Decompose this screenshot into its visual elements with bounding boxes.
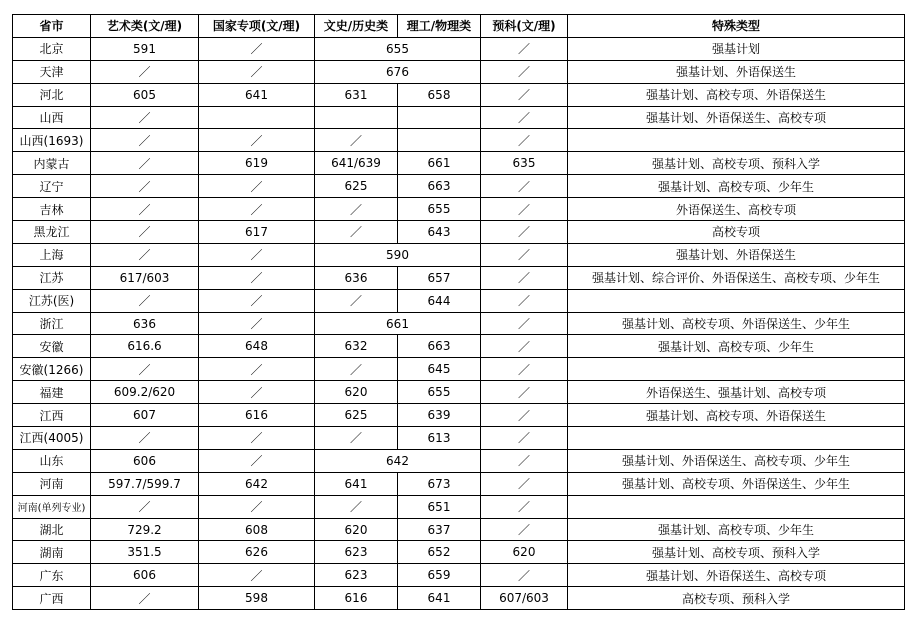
cell-preparatory: ／ xyxy=(481,37,568,60)
cell-national-special: ／ xyxy=(199,175,315,198)
cell-national-special: ／ xyxy=(199,198,315,221)
table-row xyxy=(13,427,905,450)
cell-preparatory: ／ xyxy=(481,404,568,427)
cell-special-types: 强基计划、高校专项、预科入学 xyxy=(568,541,905,564)
header-science: 理工/物理类 xyxy=(398,15,481,38)
cell-special-types: 强基计划、高校专项、外语保送生 xyxy=(568,83,905,106)
cell-preparatory: ／ xyxy=(481,358,568,381)
cell-preparatory: ／ xyxy=(481,60,568,83)
cell-preparatory: ／ xyxy=(481,175,568,198)
cell-liberal-arts: ／ xyxy=(315,289,398,312)
cell-liberal-arts: 620 xyxy=(315,518,398,541)
cell-science: 659 xyxy=(398,564,481,587)
cell-province: 广西 xyxy=(13,587,91,610)
table-row xyxy=(13,60,905,83)
cell-special-types: 强基计划、高校专项、少年生 xyxy=(568,518,905,541)
cell-special-types: 强基计划、高校专项、外语保送生、少年生 xyxy=(568,472,905,495)
cell-special-types: 强基计划、外语保送生、高校专项 xyxy=(568,564,905,587)
cell-liberal-arts: ／ xyxy=(315,358,398,381)
cell-national-special: ／ xyxy=(199,243,315,266)
cell-preparatory: ／ xyxy=(481,106,568,129)
cell-art: 605 xyxy=(91,83,199,106)
cell-preparatory: ／ xyxy=(481,427,568,450)
cell-province: 浙江 xyxy=(13,312,91,335)
cell-combined-score: 642 xyxy=(315,449,481,472)
cell-science: 655 xyxy=(398,381,481,404)
header-row xyxy=(13,15,905,38)
cell-science: 643 xyxy=(398,221,481,244)
cell-national-special: 641 xyxy=(199,83,315,106)
cell-province: 内蒙古 xyxy=(13,152,91,175)
cell-combined-score: 676 xyxy=(315,60,481,83)
cell-special-types xyxy=(568,289,905,312)
cell-art: ／ xyxy=(91,198,199,221)
cell-special-types: 强基计划、高校专项、外语保送生 xyxy=(568,404,905,427)
header-preparatory: 预科(文/理) xyxy=(481,15,568,38)
cell-art: ／ xyxy=(91,243,199,266)
cell-preparatory: 607/603 xyxy=(481,587,568,610)
cell-national-special: 642 xyxy=(199,472,315,495)
cell-preparatory: ／ xyxy=(481,266,568,289)
cell-art: 597.7/599.7 xyxy=(91,472,199,495)
cell-preparatory: 635 xyxy=(481,152,568,175)
cell-art: ／ xyxy=(91,221,199,244)
cell-art: ／ xyxy=(91,427,199,450)
cell-combined-score: 661 xyxy=(315,312,481,335)
cell-liberal-arts: 616 xyxy=(315,587,398,610)
cell-province: 上海 xyxy=(13,243,91,266)
table-row xyxy=(13,175,905,198)
header-national-special: 国家专项(文/理) xyxy=(199,15,315,38)
table-row xyxy=(13,518,905,541)
table-row xyxy=(13,266,905,289)
cell-art: ／ xyxy=(91,129,199,152)
cell-province: 安徽 xyxy=(13,335,91,358)
cell-science: 641 xyxy=(398,587,481,610)
cell-liberal-arts: 636 xyxy=(315,266,398,289)
cell-province: 河南 xyxy=(13,472,91,495)
cell-liberal-arts: 625 xyxy=(315,175,398,198)
cell-art: ／ xyxy=(91,289,199,312)
table-row xyxy=(13,472,905,495)
cell-art: 607 xyxy=(91,404,199,427)
cell-preparatory: ／ xyxy=(481,449,568,472)
cell-national-special: ／ xyxy=(199,60,315,83)
cell-national-special: ／ xyxy=(199,495,315,518)
cell-national-special xyxy=(199,106,315,129)
cell-liberal-arts: 623 xyxy=(315,564,398,587)
cell-province: 山东 xyxy=(13,449,91,472)
cell-liberal-arts: 625 xyxy=(315,404,398,427)
cell-science: 663 xyxy=(398,335,481,358)
cell-liberal-arts: ／ xyxy=(315,221,398,244)
cell-province: 福建 xyxy=(13,381,91,404)
cell-national-special: ／ xyxy=(199,129,315,152)
table-row xyxy=(13,404,905,427)
cell-preparatory: ／ xyxy=(481,312,568,335)
table-row xyxy=(13,106,905,129)
cell-special-types: 强基计划、高校专项、预科入学 xyxy=(568,152,905,175)
cell-province: 山西(1693) xyxy=(13,129,91,152)
cell-science xyxy=(398,106,481,129)
cell-national-special: ／ xyxy=(199,289,315,312)
table-row xyxy=(13,83,905,106)
cell-liberal-arts xyxy=(315,106,398,129)
cell-special-types: 强基计划、高校专项、少年生 xyxy=(568,335,905,358)
cell-art: ／ xyxy=(91,587,199,610)
cell-province: 江西 xyxy=(13,404,91,427)
table-row xyxy=(13,449,905,472)
table-row xyxy=(13,335,905,358)
cell-province: 安徽(1266) xyxy=(13,358,91,381)
cell-province: 吉林 xyxy=(13,198,91,221)
cell-art: ／ xyxy=(91,60,199,83)
table-row xyxy=(13,243,905,266)
cell-special-types xyxy=(568,495,905,518)
cell-preparatory: ／ xyxy=(481,83,568,106)
cell-art: 616.6 xyxy=(91,335,199,358)
cell-liberal-arts: 623 xyxy=(315,541,398,564)
cell-science: 655 xyxy=(398,198,481,221)
table-row xyxy=(13,129,905,152)
header-art: 艺术类(文/理) xyxy=(91,15,199,38)
cell-special-types: 强基计划、高校专项、少年生 xyxy=(568,175,905,198)
cell-special-types: 强基计划、综合评价、外语保送生、高校专项、少年生 xyxy=(568,266,905,289)
cell-liberal-arts: ／ xyxy=(315,198,398,221)
cell-science: 661 xyxy=(398,152,481,175)
cell-province: 湖南 xyxy=(13,541,91,564)
cell-art: 606 xyxy=(91,564,199,587)
cell-special-types: 外语保送生、强基计划、高校专项 xyxy=(568,381,905,404)
cell-national-special: ／ xyxy=(199,449,315,472)
cell-preparatory: ／ xyxy=(481,381,568,404)
table-row xyxy=(13,221,905,244)
cell-art: ／ xyxy=(91,152,199,175)
cell-science: 645 xyxy=(398,358,481,381)
cell-special-types xyxy=(568,358,905,381)
cell-special-types xyxy=(568,129,905,152)
cell-national-special: ／ xyxy=(199,564,315,587)
cell-science: 644 xyxy=(398,289,481,312)
cell-special-types: 强基计划、外语保送生 xyxy=(568,243,905,266)
cell-national-special: 598 xyxy=(199,587,315,610)
table-row xyxy=(13,312,905,335)
cell-art: 606 xyxy=(91,449,199,472)
table-row xyxy=(13,289,905,312)
cell-art: 351.5 xyxy=(91,541,199,564)
cell-province: 河北 xyxy=(13,83,91,106)
cell-liberal-arts: 632 xyxy=(315,335,398,358)
cell-combined-score: 655 xyxy=(315,37,481,60)
cell-science: 613 xyxy=(398,427,481,450)
header-special-types: 特殊类型 xyxy=(568,15,905,38)
cell-liberal-arts: 641/639 xyxy=(315,152,398,175)
cell-special-types: 高校专项 xyxy=(568,221,905,244)
cell-special-types: 强基计划、外语保送生、高校专项 xyxy=(568,106,905,129)
cell-province: 河南(单列专业) xyxy=(13,495,91,518)
table-row xyxy=(13,152,905,175)
cell-special-types xyxy=(568,427,905,450)
table-row xyxy=(13,495,905,518)
cell-province: 江西(4005) xyxy=(13,427,91,450)
cell-province: 天津 xyxy=(13,60,91,83)
cell-province: 江苏(医) xyxy=(13,289,91,312)
table-row xyxy=(13,358,905,381)
cell-special-types: 强基计划、外语保送生 xyxy=(568,60,905,83)
cell-province: 江苏 xyxy=(13,266,91,289)
cell-preparatory: 620 xyxy=(481,541,568,564)
cell-science: 657 xyxy=(398,266,481,289)
header-province: 省市 xyxy=(13,15,91,38)
cell-preparatory: ／ xyxy=(481,289,568,312)
cell-province: 黑龙江 xyxy=(13,221,91,244)
cell-art: 617/603 xyxy=(91,266,199,289)
cell-preparatory: ／ xyxy=(481,129,568,152)
cell-art: ／ xyxy=(91,106,199,129)
cell-art: ／ xyxy=(91,495,199,518)
cell-national-special: 626 xyxy=(199,541,315,564)
cell-national-special: 616 xyxy=(199,404,315,427)
cell-special-types: 强基计划、高校专项、外语保送生、少年生 xyxy=(568,312,905,335)
cell-national-special: 648 xyxy=(199,335,315,358)
cell-liberal-arts: ／ xyxy=(315,129,398,152)
cell-liberal-arts: 631 xyxy=(315,83,398,106)
admission-score-table xyxy=(12,14,905,610)
cell-science: 651 xyxy=(398,495,481,518)
table-row xyxy=(13,37,905,60)
cell-national-special: 619 xyxy=(199,152,315,175)
cell-science: 658 xyxy=(398,83,481,106)
cell-national-special: 617 xyxy=(199,221,315,244)
header-liberal-arts: 文史/历史类 xyxy=(315,15,398,38)
cell-province: 湖北 xyxy=(13,518,91,541)
cell-preparatory: ／ xyxy=(481,564,568,587)
table-row xyxy=(13,587,905,610)
cell-special-types: 强基计划、外语保送生、高校专项、少年生 xyxy=(568,449,905,472)
cell-art: ／ xyxy=(91,175,199,198)
cell-science xyxy=(398,129,481,152)
table-row xyxy=(13,564,905,587)
cell-province: 山西 xyxy=(13,106,91,129)
cell-special-types: 高校专项、预科入学 xyxy=(568,587,905,610)
cell-special-types: 强基计划 xyxy=(568,37,905,60)
cell-province: 广东 xyxy=(13,564,91,587)
cell-preparatory: ／ xyxy=(481,495,568,518)
cell-science: 639 xyxy=(398,404,481,427)
cell-national-special: ／ xyxy=(199,37,315,60)
cell-science: 663 xyxy=(398,175,481,198)
cell-province: 北京 xyxy=(13,37,91,60)
cell-preparatory: ／ xyxy=(481,472,568,495)
cell-national-special: ／ xyxy=(199,312,315,335)
cell-preparatory: ／ xyxy=(481,221,568,244)
cell-national-special: 608 xyxy=(199,518,315,541)
cell-special-types: 外语保送生、高校专项 xyxy=(568,198,905,221)
cell-preparatory: ／ xyxy=(481,518,568,541)
table-row xyxy=(13,381,905,404)
cell-liberal-arts: ／ xyxy=(315,427,398,450)
cell-science: 652 xyxy=(398,541,481,564)
cell-national-special: ／ xyxy=(199,266,315,289)
cell-liberal-arts: ／ xyxy=(315,495,398,518)
cell-preparatory: ／ xyxy=(481,198,568,221)
cell-province: 辽宁 xyxy=(13,175,91,198)
table-row xyxy=(13,541,905,564)
cell-liberal-arts: 620 xyxy=(315,381,398,404)
cell-national-special: ／ xyxy=(199,358,315,381)
table-body xyxy=(13,37,905,609)
cell-liberal-arts: 641 xyxy=(315,472,398,495)
cell-preparatory: ／ xyxy=(481,243,568,266)
cell-science: 637 xyxy=(398,518,481,541)
cell-art: ／ xyxy=(91,358,199,381)
cell-art: 591 xyxy=(91,37,199,60)
cell-preparatory: ／ xyxy=(481,335,568,358)
cell-art: 729.2 xyxy=(91,518,199,541)
cell-art: 609.2/620 xyxy=(91,381,199,404)
cell-combined-score: 590 xyxy=(315,243,481,266)
cell-art: 636 xyxy=(91,312,199,335)
cell-national-special: ／ xyxy=(199,381,315,404)
cell-national-special: ／ xyxy=(199,427,315,450)
table-row xyxy=(13,198,905,221)
cell-science: 673 xyxy=(398,472,481,495)
